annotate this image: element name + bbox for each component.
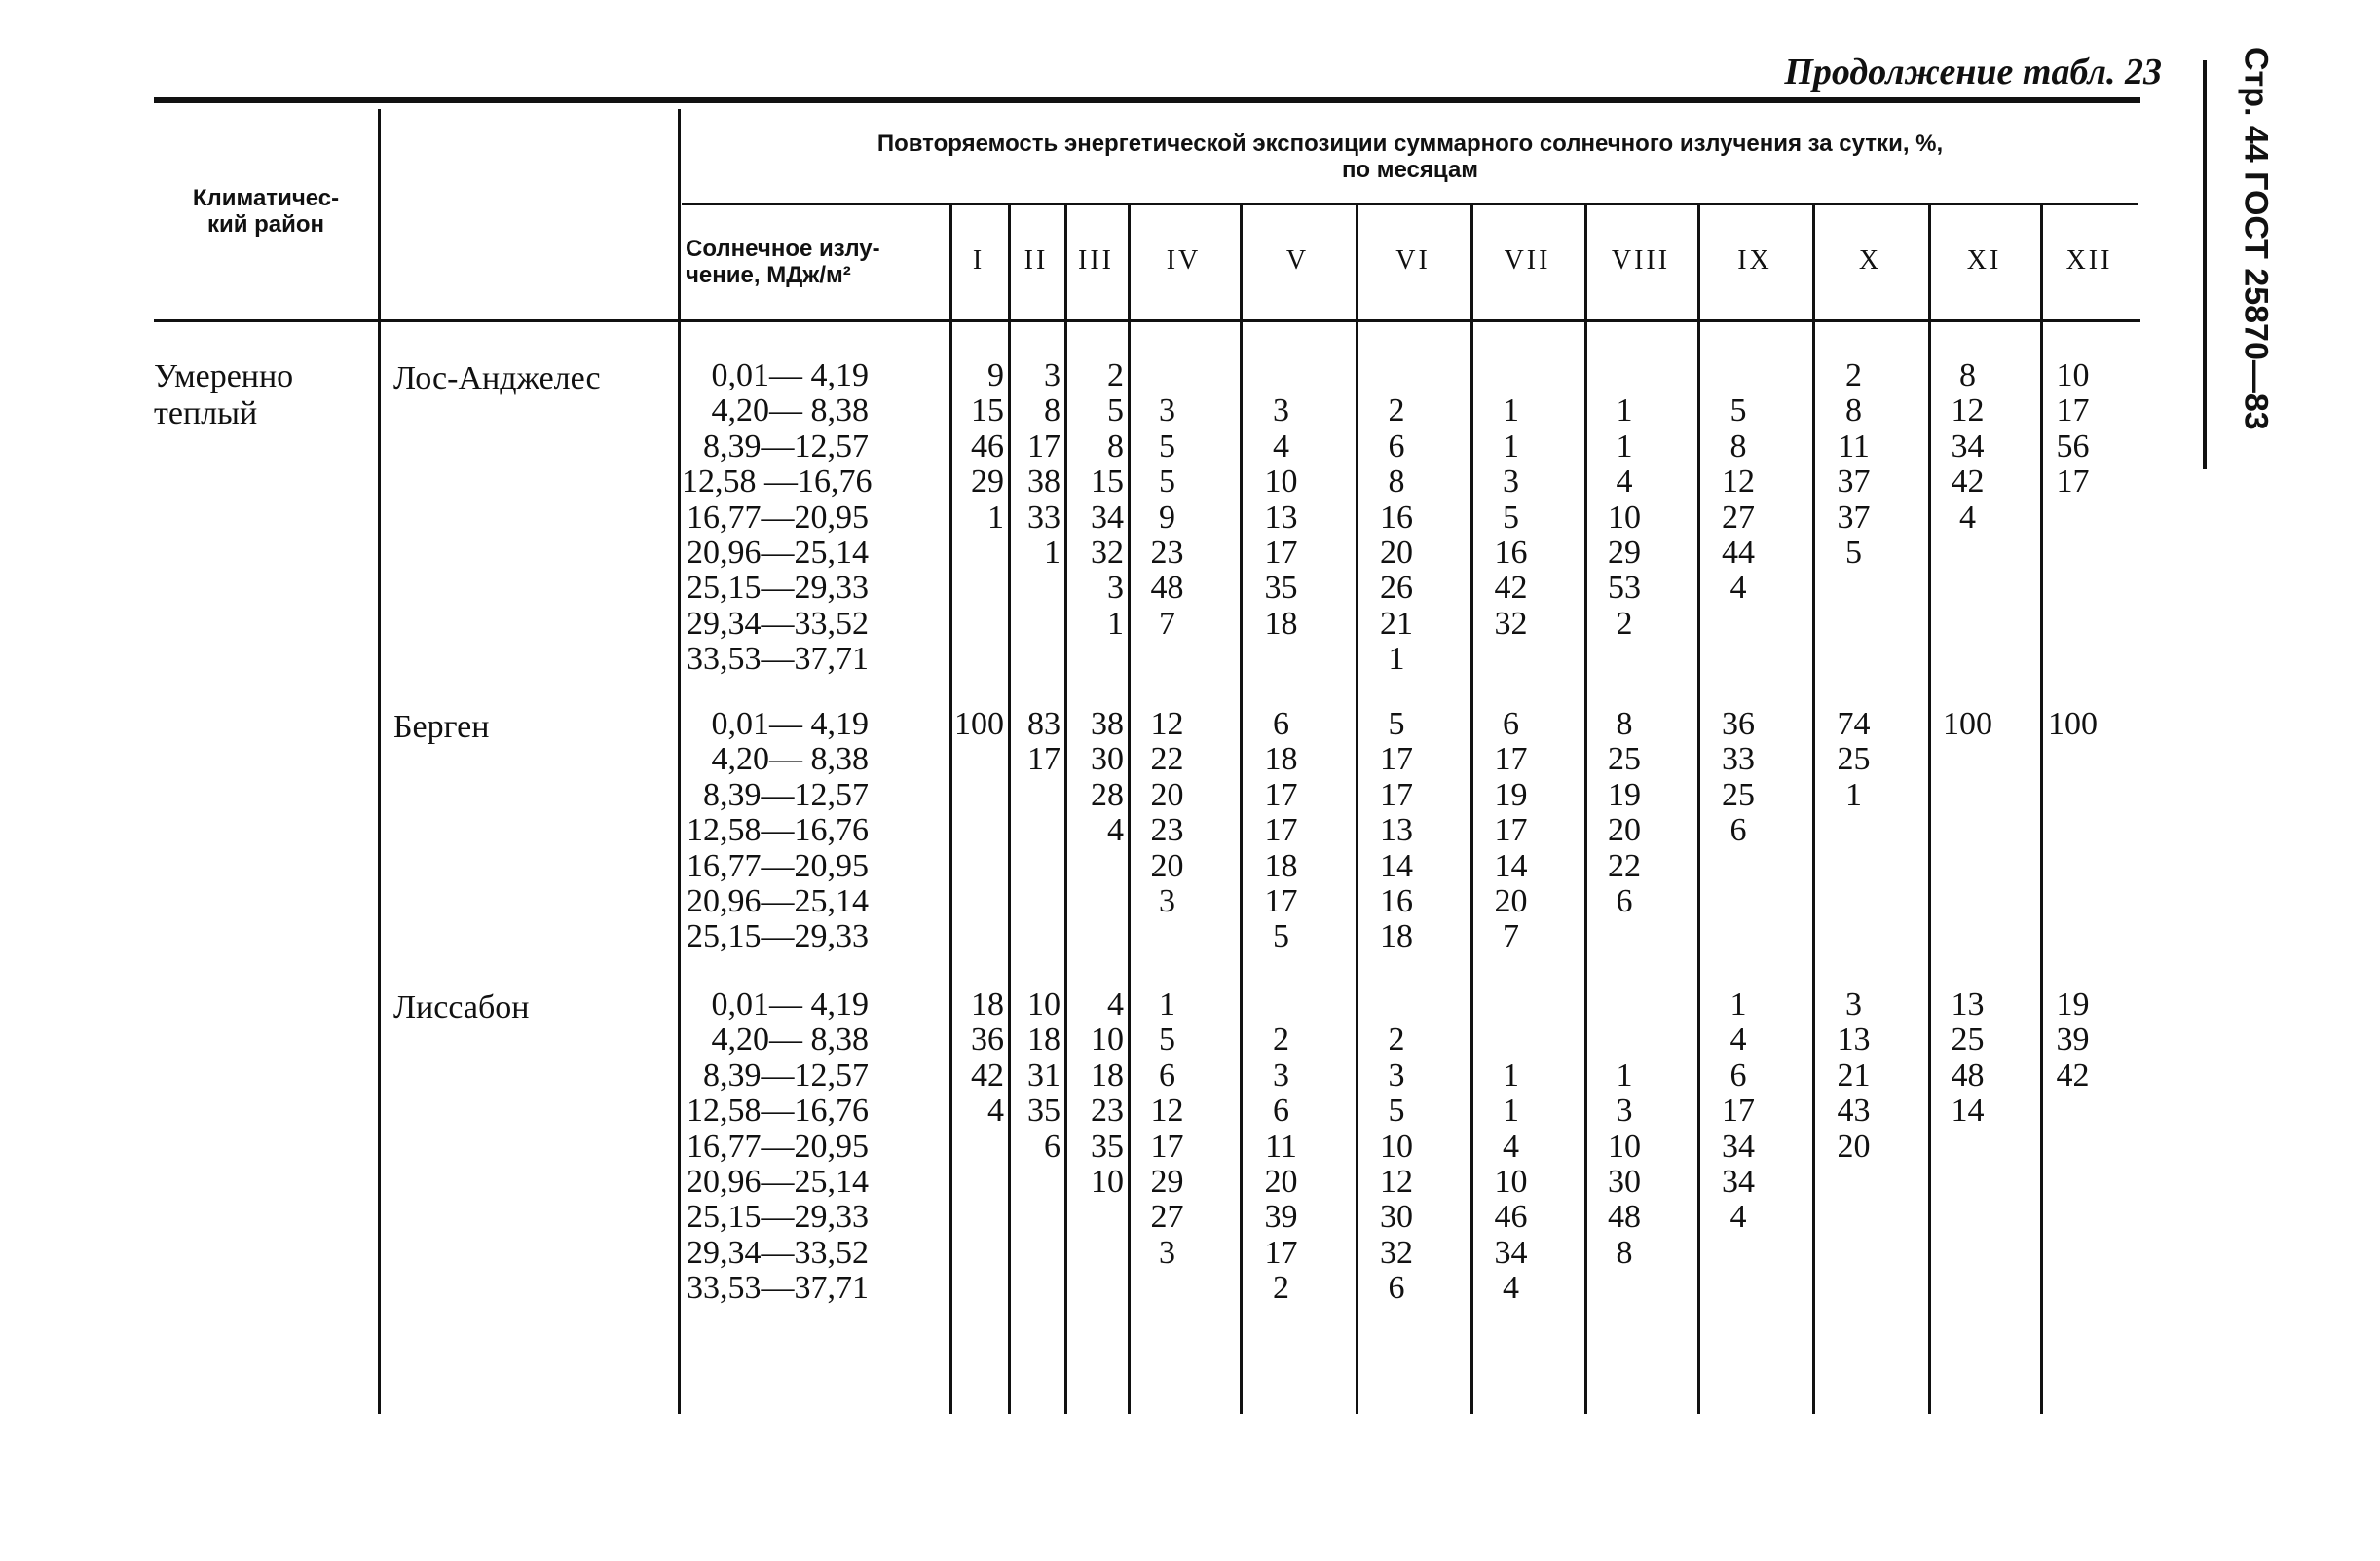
table-cell: 35 <box>1091 1128 1124 1165</box>
table-cell: 35 <box>1264 570 1298 607</box>
table-cell: 42 <box>2056 1057 2090 1094</box>
table-cell: 5 <box>1273 918 1289 955</box>
table-cell: 23 <box>1150 812 1184 849</box>
table-cell: 37 <box>1837 464 1871 501</box>
table-cell: 37 <box>1837 499 1871 536</box>
table-cell: 4 <box>1729 1022 1747 1059</box>
month-header: II <box>1023 245 1049 276</box>
table-cell: 2 <box>1845 357 1862 393</box>
table-cell: 30 <box>1091 741 1124 778</box>
radiation-range: 33,53—37,71 <box>687 641 869 678</box>
table-cell: 3 <box>1044 357 1060 393</box>
table-cell: 5 <box>1107 392 1124 429</box>
table-cell: 23 <box>1150 535 1184 571</box>
table-cell: 17 <box>1380 741 1413 778</box>
table-cell: 1 <box>1503 427 1519 465</box>
table-cell: 32 <box>1380 1234 1413 1271</box>
table-cell: 12 <box>1951 392 1985 429</box>
radiation-range: 16,77—20,95 <box>687 847 869 884</box>
table-cell: 20 <box>1608 812 1641 849</box>
table-cell: 39 <box>2056 1022 2090 1059</box>
table-cell: 18 <box>1380 918 1413 955</box>
table-cell: 17 <box>1264 812 1298 849</box>
table-cell: 4 <box>1503 1270 1519 1307</box>
table-cell: 25 <box>1951 1022 1985 1059</box>
table-cell: 42 <box>971 1057 1004 1094</box>
region-column-header <box>154 185 378 238</box>
table-cell: 4 <box>1616 464 1633 501</box>
table-cell: 1 <box>1159 986 1175 1022</box>
table-cell: 56 <box>2056 427 2090 465</box>
table-cell: 46 <box>971 427 1004 465</box>
table-cell: 17 <box>2056 464 2090 501</box>
table-cell: 20 <box>1150 847 1184 884</box>
table-cell: 1 <box>1503 392 1519 429</box>
table-cell: 7 <box>1503 918 1519 955</box>
table-cell: 30 <box>1380 1199 1413 1236</box>
table-cell: 29 <box>1608 535 1641 571</box>
header-bottom-rule <box>154 319 2140 322</box>
table-cell: 18 <box>1264 741 1298 778</box>
table-cell: 9 <box>987 357 1004 393</box>
month-header: XII <box>2065 245 2113 276</box>
table-cell: 6 <box>1616 883 1633 919</box>
table-cell: 25 <box>1608 741 1641 778</box>
table-cell: 21 <box>1380 605 1413 642</box>
table-cell: 10 <box>1380 1128 1413 1165</box>
table-cell: 12 <box>1380 1164 1413 1200</box>
side-reference <box>2236 47 2275 475</box>
table-cell: 17 <box>1380 776 1413 813</box>
radiation-range: 4,20— 8,38 <box>711 392 869 429</box>
table-cell: 48 <box>1150 570 1184 607</box>
table-cell: 20 <box>1494 883 1528 919</box>
table-cell: 14 <box>1494 847 1528 884</box>
table-cell: 1 <box>1388 641 1405 678</box>
table-cell: 100 <box>954 706 1004 742</box>
table-cell: 17 <box>1264 883 1298 919</box>
table-cell: 17 <box>1494 812 1528 849</box>
table-cell: 8 <box>1616 706 1633 742</box>
table-cell: 22 <box>1150 741 1184 778</box>
table-cell: 21 <box>1837 1057 1871 1094</box>
table-cell: 42 <box>1951 464 1985 501</box>
radiation-column-header <box>686 236 948 288</box>
table-cell: 5 <box>1159 464 1175 501</box>
table-cell: 10 <box>1027 986 1060 1022</box>
table-cell: 8 <box>1388 464 1405 501</box>
table-cell: 17 <box>2056 392 2090 429</box>
table-cell: 20 <box>1380 535 1413 571</box>
table-cell: 6 <box>1273 1093 1289 1130</box>
table-cell: 8 <box>1959 357 1976 393</box>
table-cell: 7 <box>1159 605 1175 642</box>
table-cell: 100 <box>1943 706 1992 742</box>
table-cell: 6 <box>1503 706 1519 742</box>
table-cell: 3 <box>1159 883 1175 919</box>
table-cell: 6 <box>1388 427 1405 465</box>
month-header: IV <box>1166 245 1202 276</box>
table-cell: 32 <box>1091 535 1124 571</box>
city-bergen: Берген <box>393 709 490 745</box>
table-cell: 6 <box>1729 812 1747 849</box>
table-cell: 28 <box>1091 776 1124 813</box>
table-cell: 3 <box>1845 986 1862 1022</box>
table-cell: 4 <box>1107 812 1124 849</box>
table-cell: 43 <box>1837 1093 1871 1130</box>
month-header: V <box>1285 245 1310 276</box>
table-cell: 4 <box>1503 1128 1519 1165</box>
table-cell: 17 <box>1264 1234 1298 1271</box>
radiation-range: 4,20— 8,38 <box>711 741 869 778</box>
table-cell: 1 <box>987 499 1004 536</box>
city-lisbon: Лиссабон <box>393 989 530 1025</box>
table-cell: 83 <box>1027 706 1060 742</box>
table-cell: 5 <box>1159 427 1175 465</box>
table-cell: 9 <box>1159 499 1175 536</box>
radiation-range: 29,34—33,52 <box>687 1234 869 1271</box>
table-cell: 18 <box>1264 847 1298 884</box>
radiation-range: 8,39—12,57 <box>703 776 869 813</box>
table-cell: 34 <box>1951 427 1985 465</box>
table-cell: 4 <box>987 1093 1004 1130</box>
radiation-range: 16,77—20,95 <box>687 1128 869 1165</box>
table-cell: 20 <box>1150 776 1184 813</box>
table-cell: 5 <box>1388 1093 1405 1130</box>
table-cell: 48 <box>1608 1199 1641 1236</box>
table-cell: 10 <box>1091 1164 1124 1200</box>
table-cell: 10 <box>1494 1164 1528 1200</box>
table-cell: 46 <box>1494 1199 1528 1236</box>
table-cell: 18 <box>1027 1022 1060 1059</box>
radiation-header-line-1: Солнечное излу- <box>686 236 880 262</box>
table-cell: 27 <box>1722 499 1755 536</box>
table-cell: 3 <box>1159 392 1175 429</box>
table-cell: 12 <box>1150 1093 1184 1130</box>
table-cell: 3 <box>1388 1057 1405 1094</box>
table-cell: 1 <box>1616 392 1633 429</box>
table-cell: 38 <box>1027 464 1060 501</box>
month-header: XI <box>1966 245 2002 276</box>
table-cell: 13 <box>1837 1022 1871 1059</box>
table-cell: 1 <box>1616 1057 1633 1094</box>
table-cell: 19 <box>1494 776 1528 813</box>
table-cell: 13 <box>1264 499 1298 536</box>
table-cell: 5 <box>1159 1022 1175 1059</box>
table-cell: 13 <box>1380 812 1413 849</box>
table-cell: 3 <box>1273 1057 1289 1094</box>
radiation-range: 12,58 —16,76 <box>682 464 873 501</box>
table-cell: 3 <box>1616 1093 1633 1130</box>
table-cell: 34 <box>1091 499 1124 536</box>
table-cell: 10 <box>1608 1128 1641 1165</box>
table-cell: 53 <box>1608 570 1641 607</box>
table-cell: 33 <box>1722 741 1755 778</box>
region-header-line-1: Климатичес- <box>192 185 340 211</box>
table-cell: 27 <box>1150 1199 1184 1236</box>
table-cell: 32 <box>1494 605 1528 642</box>
radiation-header-line-2: чение, МДж/м² <box>686 262 851 288</box>
radiation-range: 0,01— 4,19 <box>711 357 869 393</box>
table-cell: 8 <box>1044 392 1060 429</box>
radiation-range: 0,01— 4,19 <box>711 986 869 1022</box>
table-cell: 16 <box>1380 883 1413 919</box>
table-cell: 8 <box>1616 1234 1633 1271</box>
table-cell: 34 <box>1494 1234 1528 1271</box>
table-cell: 6 <box>1729 1057 1747 1094</box>
table-cell: 44 <box>1722 535 1755 571</box>
table-cell: 48 <box>1951 1057 1985 1094</box>
table-cell: 22 <box>1608 847 1641 884</box>
table-cell: 38 <box>1091 706 1124 742</box>
table-cell: 30 <box>1608 1164 1641 1200</box>
side-rule <box>2203 60 2207 469</box>
table-cell: 26 <box>1380 570 1413 607</box>
table-cell: 6 <box>1273 706 1289 742</box>
table-cell: 17 <box>1722 1093 1755 1130</box>
table-cell: 25 <box>1722 776 1755 813</box>
table-cell: 33 <box>1027 499 1060 536</box>
table-cell: 8 <box>1107 427 1124 465</box>
table-cell: 17 <box>1150 1128 1184 1165</box>
table-cell: 39 <box>1264 1199 1298 1236</box>
table-cell: 17 <box>1264 776 1298 813</box>
table-cell: 12 <box>1150 706 1184 742</box>
table-cell: 2 <box>1273 1270 1289 1307</box>
radiation-range: 8,39—12,57 <box>703 427 869 465</box>
table-cell: 4 <box>1107 986 1124 1022</box>
table-cell: 36 <box>971 1022 1004 1059</box>
column-rule <box>378 109 381 1414</box>
city-los-angeles: Лос-Анджелес <box>393 360 601 396</box>
table-cell: 4 <box>1959 499 1976 536</box>
table-cell: 2 <box>1388 392 1405 429</box>
region-line-2: теплый <box>154 395 258 431</box>
table-cell: 2 <box>1616 605 1633 642</box>
top-rule <box>154 97 2140 103</box>
table-cell: 5 <box>1729 392 1747 429</box>
radiation-range: 12,58—16,76 <box>687 812 869 849</box>
table-cell: 11 <box>1838 427 1870 465</box>
table-cell: 8 <box>1845 392 1862 429</box>
subheader-rule <box>682 203 2138 205</box>
table-cell: 14 <box>1380 847 1413 884</box>
radiation-range: 25,15—29,33 <box>687 918 869 955</box>
radiation-range: 25,15—29,33 <box>687 570 869 607</box>
table-cell: 11 <box>1265 1128 1297 1165</box>
table-cell: 100 <box>2048 706 2098 742</box>
table-cell: 16 <box>1380 499 1413 536</box>
table-cell: 29 <box>1150 1164 1184 1200</box>
month-header: X <box>1858 245 1882 276</box>
table-cell: 10 <box>2056 357 2090 393</box>
table-cell: 1 <box>1044 535 1060 571</box>
table-cell: 29 <box>971 464 1004 501</box>
radiation-range: 20,96—25,14 <box>687 883 869 919</box>
month-header: III <box>1078 245 1114 276</box>
table-cell: 10 <box>1091 1022 1124 1059</box>
table-cell: 2 <box>1273 1022 1289 1059</box>
table-cell: 12 <box>1722 464 1755 501</box>
table-cell: 3 <box>1159 1234 1175 1271</box>
radiation-range: 16,77—20,95 <box>687 499 869 536</box>
table-cell: 5 <box>1845 535 1862 571</box>
table-cell: 6 <box>1388 1270 1405 1307</box>
table-cell: 5 <box>1503 499 1519 536</box>
group-header-line-1: Повторяемость энергетической экспозиции суммарного солнечного излучения за сутки, %, <box>876 130 1944 157</box>
table-cell: 20 <box>1837 1128 1871 1165</box>
radiation-range: 8,39—12,57 <box>703 1057 869 1094</box>
table-cell: 18 <box>1091 1057 1124 1094</box>
radiation-range: 20,96—25,14 <box>687 535 869 571</box>
month-header: VIII <box>1611 245 1671 276</box>
radiation-range: 12,58—16,76 <box>687 1093 869 1130</box>
table-cell: 1 <box>1107 605 1124 642</box>
month-header: VII <box>1504 245 1551 276</box>
month-header: IX <box>1737 245 1772 276</box>
table-cell: 3 <box>1273 392 1289 429</box>
table-cell: 35 <box>1027 1093 1060 1130</box>
table-cell: 23 <box>1091 1093 1124 1130</box>
table-cell: 15 <box>1091 464 1124 501</box>
table-cell: 6 <box>1044 1128 1060 1165</box>
table-cell: 1 <box>1503 1057 1519 1094</box>
radiation-range: 29,34—33,52 <box>687 605 869 642</box>
table-cell: 19 <box>2056 986 2090 1022</box>
region-line-1: Умеренно <box>154 358 294 394</box>
table-cell: 1 <box>1503 1093 1519 1130</box>
side-reference-text: Стр. 44 ГОСТ 25870—83 <box>2237 47 2275 430</box>
table-cell: 34 <box>1722 1164 1755 1200</box>
column-rule <box>678 109 681 1414</box>
climate-region-label <box>154 358 293 432</box>
table-cell: 4 <box>1729 1199 1747 1236</box>
table-cell: 4 <box>1729 570 1747 607</box>
table-cell: 18 <box>1264 605 1298 642</box>
table-cell: 5 <box>1388 706 1405 742</box>
table-cell: 1 <box>1845 776 1862 813</box>
table-cell: 20 <box>1264 1164 1298 1200</box>
table-cell: 17 <box>1264 535 1298 571</box>
table-cell: 2 <box>1107 357 1124 393</box>
table-cell: 36 <box>1722 706 1755 742</box>
table-cell: 17 <box>1494 741 1528 778</box>
table-cell: 31 <box>1027 1057 1060 1094</box>
table-cell: 25 <box>1837 741 1871 778</box>
continuation-header: Продолжение табл. 23 <box>1784 52 2162 93</box>
table-cell: 74 <box>1837 706 1871 742</box>
radiation-range: 25,15—29,33 <box>687 1199 869 1236</box>
group-header <box>682 130 2138 183</box>
table-cell: 18 <box>971 986 1004 1022</box>
table-cell: 6 <box>1159 1057 1175 1094</box>
table-cell: 14 <box>1951 1093 1985 1130</box>
table-cell: 1 <box>1616 427 1633 465</box>
table-cell: 10 <box>1608 499 1641 536</box>
table-cell: 1 <box>1729 986 1747 1022</box>
table-cell: 17 <box>1027 741 1060 778</box>
table-cell: 34 <box>1722 1128 1755 1165</box>
table-cell: 15 <box>971 392 1004 429</box>
radiation-range: 0,01— 4,19 <box>711 706 869 742</box>
table-cell: 42 <box>1494 570 1528 607</box>
table-cell: 10 <box>1264 464 1298 501</box>
table-cell: 13 <box>1951 986 1985 1022</box>
table-cell: 19 <box>1608 776 1641 813</box>
region-header-line-2: кий район <box>206 211 325 238</box>
radiation-range: 20,96—25,14 <box>687 1164 869 1200</box>
table-cell: 3 <box>1107 570 1124 607</box>
table-cell: 16 <box>1494 535 1528 571</box>
group-header-line-2: по месяцам <box>1341 157 1479 183</box>
month-header: I <box>972 245 985 276</box>
table-cell: 17 <box>1027 427 1060 465</box>
table-cell: 4 <box>1273 427 1289 465</box>
radiation-range: 33,53—37,71 <box>687 1270 869 1307</box>
month-header: VI <box>1395 245 1431 276</box>
radiation-range: 4,20— 8,38 <box>711 1022 869 1059</box>
table-cell: 8 <box>1729 427 1747 465</box>
table-cell: 3 <box>1503 464 1519 501</box>
table-cell: 2 <box>1388 1022 1405 1059</box>
